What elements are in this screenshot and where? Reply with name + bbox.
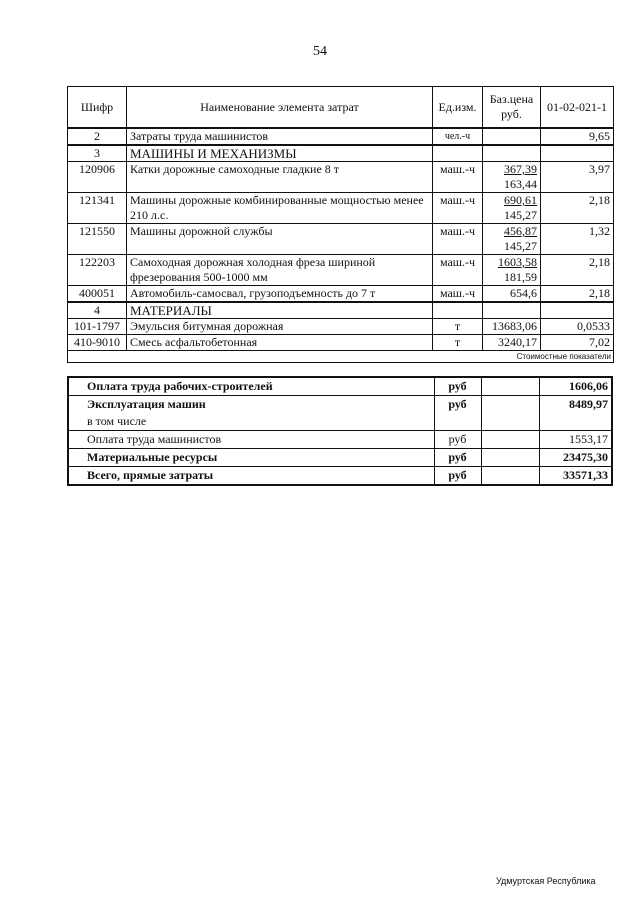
empty-cell bbox=[481, 377, 539, 396]
section-row bbox=[68, 145, 614, 162]
row-code: 410-9010 bbox=[68, 335, 127, 351]
empty-cell bbox=[433, 145, 483, 162]
table-row bbox=[68, 335, 614, 351]
empty-cell bbox=[481, 396, 539, 414]
row-name: Машины дорожной службы bbox=[127, 224, 433, 255]
summary-table bbox=[67, 376, 613, 486]
summary-row bbox=[68, 449, 612, 467]
cost-caption: Стоимостные показатели bbox=[68, 351, 614, 363]
section-title: МАТЕРИАЛЫ bbox=[127, 302, 433, 319]
summary-row bbox=[68, 467, 612, 486]
section-title: МАШИНЫ И МЕХАНИЗМЫ bbox=[127, 145, 433, 162]
row-name: Смесь асфальтобетонная bbox=[127, 335, 433, 351]
empty-cell bbox=[481, 431, 539, 449]
page-number: 54 bbox=[313, 44, 327, 59]
row-code: 400051 bbox=[68, 286, 127, 303]
summary-value: 33571,33 bbox=[539, 467, 612, 486]
row-price: 3240,17 bbox=[483, 335, 541, 351]
row-price bbox=[483, 162, 541, 193]
row-value: 1,32 bbox=[541, 224, 614, 255]
col-header-norm-code: 01-02-021-1 bbox=[541, 87, 614, 129]
row-value: 7,02 bbox=[541, 335, 614, 351]
row-unit: т bbox=[433, 335, 483, 351]
price-bottom: 181,59 bbox=[504, 270, 537, 284]
price-bottom: 145,27 bbox=[504, 239, 537, 253]
row-name: Затраты труда машинистов bbox=[127, 128, 433, 145]
summary-value: 1606,06 bbox=[539, 377, 612, 396]
row-code: 122203 bbox=[68, 255, 127, 286]
row-value: 2,18 bbox=[541, 193, 614, 224]
summary-row bbox=[68, 396, 612, 414]
col-header-name: Наименование элемента затрат bbox=[127, 87, 433, 129]
summary-label: Всего, прямые затраты bbox=[87, 468, 214, 482]
summary-value: 23475,30 bbox=[539, 449, 612, 467]
row-code: 2 bbox=[68, 128, 127, 145]
row-value: 9,65 bbox=[541, 128, 614, 145]
summary-value: 1553,17 bbox=[539, 431, 612, 449]
section-row bbox=[68, 302, 614, 319]
table-row bbox=[68, 255, 614, 286]
summary-label: Оплата труда рабочих-строителей bbox=[68, 377, 434, 396]
section-code: 3 bbox=[68, 145, 127, 162]
table-row bbox=[68, 193, 614, 224]
summary-value: 8489,97 bbox=[539, 396, 612, 414]
table-row bbox=[68, 319, 614, 335]
row-value: 2,18 bbox=[541, 255, 614, 286]
row-unit: маш.-ч bbox=[433, 255, 483, 286]
row-name: Самоходная дорожная холодная фреза шириной фрезерования 500-1000 мм bbox=[127, 255, 433, 286]
footer-region: Удмуртская Республика bbox=[496, 876, 596, 886]
summary-row bbox=[68, 413, 612, 431]
price-bottom: 145,27 bbox=[504, 208, 537, 222]
row-unit: маш.-ч bbox=[433, 224, 483, 255]
summary-label: в том числе bbox=[68, 413, 434, 431]
row-name: Автомобиль-самосвал, грузоподъемность до 7 т bbox=[127, 286, 433, 303]
col-header-base-price: Баз.цена руб. bbox=[483, 87, 541, 129]
section-code: 4 bbox=[68, 302, 127, 319]
table-row bbox=[68, 128, 614, 145]
empty-cell bbox=[541, 302, 614, 319]
row-value: 3,97 bbox=[541, 162, 614, 193]
empty-cell bbox=[481, 413, 539, 431]
summary-row bbox=[68, 377, 612, 396]
row-value: 2,18 bbox=[541, 286, 614, 303]
row-value: 0,0533 bbox=[541, 319, 614, 335]
table-row bbox=[68, 162, 614, 193]
price-top: 456,87 bbox=[504, 224, 537, 238]
empty-cell bbox=[541, 145, 614, 162]
empty-cell bbox=[483, 302, 541, 319]
col-header-unit: Ед.изм. bbox=[433, 87, 483, 129]
row-code: 121341 bbox=[68, 193, 127, 224]
table-header-row bbox=[68, 87, 614, 129]
row-code: 101-1797 bbox=[68, 319, 127, 335]
row-name: Эмульсия битумная дорожная bbox=[127, 319, 433, 335]
table-row bbox=[68, 286, 614, 303]
price-bottom: 163,44 bbox=[504, 177, 537, 191]
row-price bbox=[483, 255, 541, 286]
row-price bbox=[483, 128, 541, 145]
row-price bbox=[483, 193, 541, 224]
empty-cell bbox=[433, 302, 483, 319]
summary-unit: руб bbox=[434, 396, 481, 414]
empty-cell bbox=[481, 449, 539, 467]
summary-unit bbox=[434, 413, 481, 431]
cost-caption-row bbox=[68, 351, 614, 363]
summary-unit: руб bbox=[434, 431, 481, 449]
empty-cell bbox=[481, 467, 539, 486]
summary-row bbox=[68, 431, 612, 449]
empty-cell bbox=[483, 145, 541, 162]
row-unit: маш.-ч bbox=[433, 193, 483, 224]
cost-table bbox=[67, 86, 614, 363]
row-unit: чел.-ч bbox=[433, 128, 483, 145]
row-name: Машины дорожные комбинированные мощностью менее 210 л.с. bbox=[127, 193, 433, 224]
summary-label: Оплата труда машинистов bbox=[68, 431, 434, 449]
row-code: 121550 bbox=[68, 224, 127, 255]
row-unit: т bbox=[433, 319, 483, 335]
row-code: 120906 bbox=[68, 162, 127, 193]
price-top: 1603,58 bbox=[498, 255, 537, 269]
table-row bbox=[68, 224, 614, 255]
summary-unit: руб bbox=[434, 449, 481, 467]
row-price: 654,6 bbox=[483, 286, 541, 303]
row-price bbox=[483, 224, 541, 255]
col-header-code: Шифр bbox=[68, 87, 127, 129]
row-unit: маш.-ч bbox=[433, 162, 483, 193]
summary-label: Материальные ресурсы bbox=[68, 449, 434, 467]
summary-value bbox=[539, 413, 612, 431]
summary-unit: руб bbox=[434, 377, 481, 396]
row-name: Катки дорожные самоходные гладкие 8 т bbox=[127, 162, 433, 193]
summary-label: Эксплуатация машин bbox=[87, 397, 206, 411]
price-top: 367,39 bbox=[504, 162, 537, 176]
price-top: 690,61 bbox=[504, 193, 537, 207]
row-unit: маш.-ч bbox=[433, 286, 483, 303]
row-price: 13683,06 bbox=[483, 319, 541, 335]
summary-unit: руб bbox=[434, 467, 481, 486]
